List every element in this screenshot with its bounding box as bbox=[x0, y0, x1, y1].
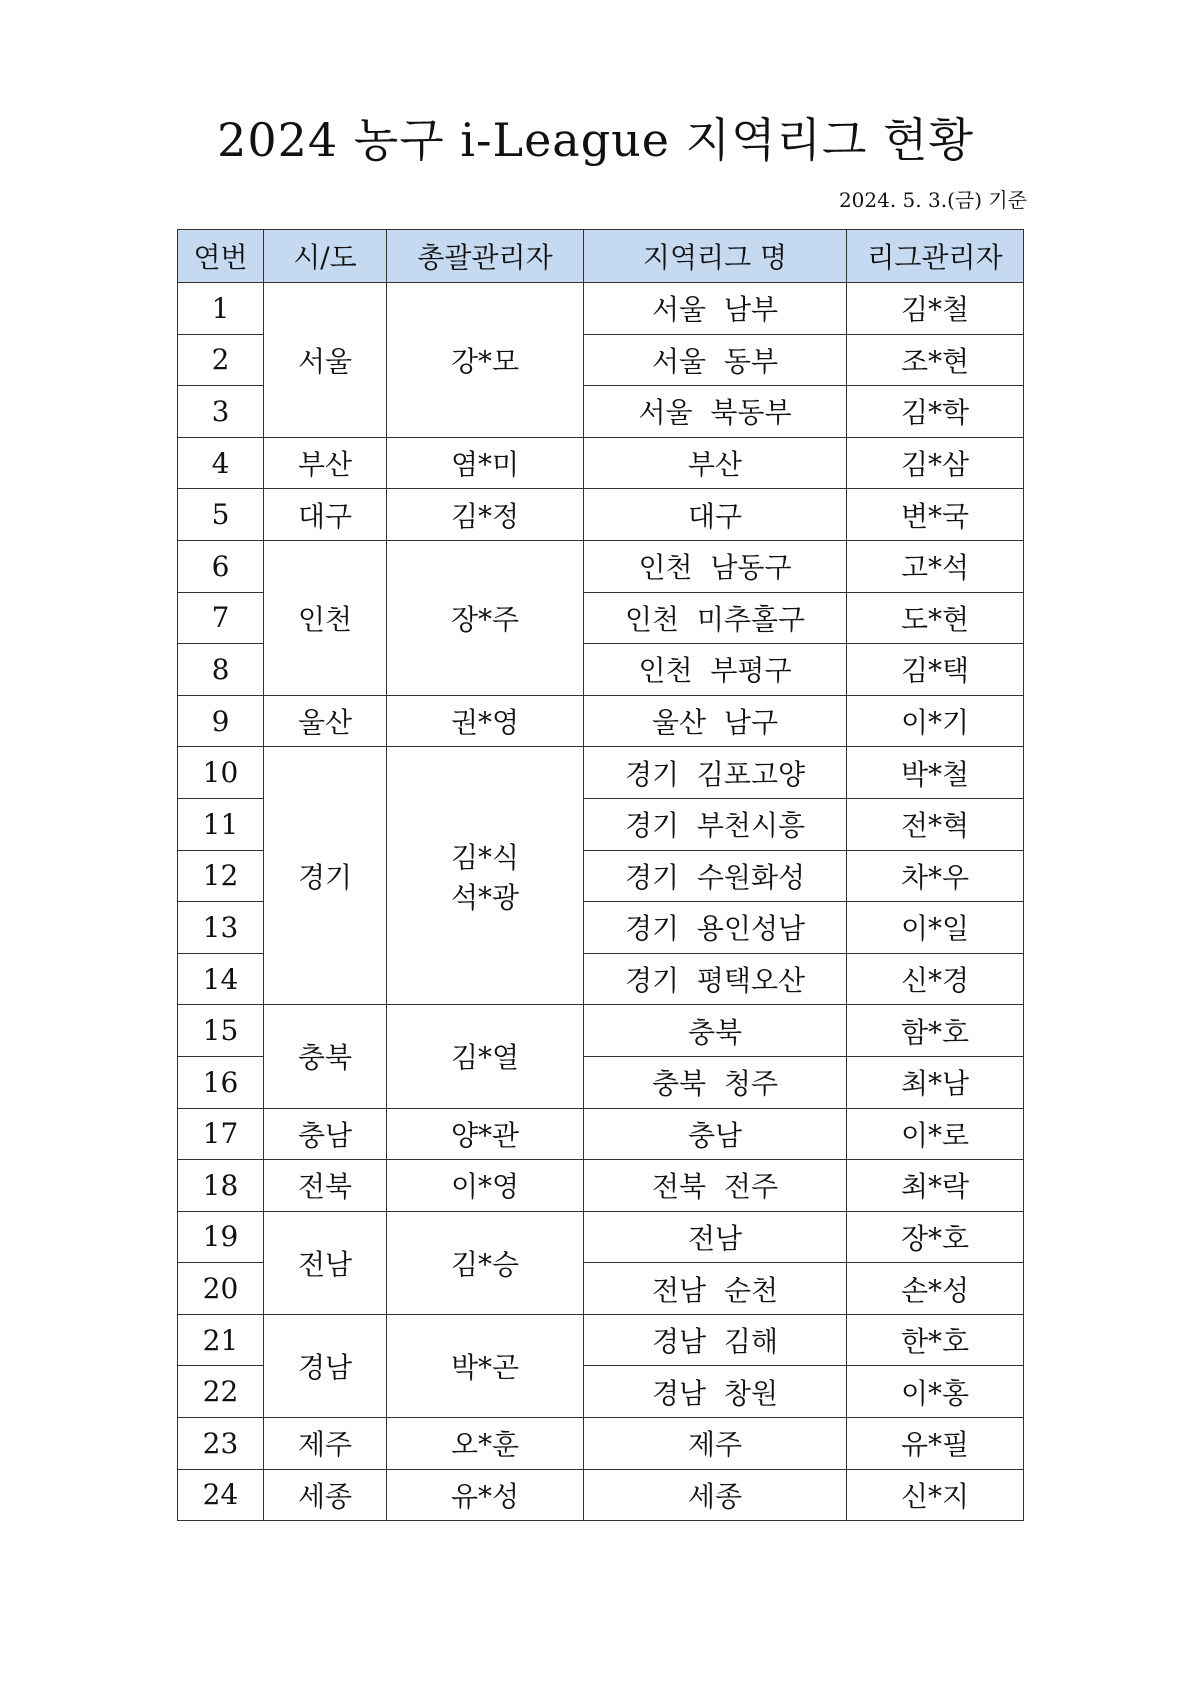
row-number: 11 bbox=[178, 798, 264, 850]
region-cell: 대구 bbox=[264, 489, 387, 541]
row-number: 9 bbox=[178, 695, 264, 747]
row-number: 20 bbox=[178, 1263, 264, 1315]
league-name-cell: 충남 bbox=[584, 1108, 847, 1160]
league-manager-cell: 이*홍 bbox=[847, 1366, 1024, 1418]
league-name-cell: 경기 용인성남 bbox=[584, 902, 847, 954]
general-manager-name: 석*광 bbox=[450, 880, 520, 914]
league-manager-cell: 신*지 bbox=[847, 1469, 1024, 1521]
row-number: 2 bbox=[178, 334, 264, 386]
general-manager-name: 권*영 bbox=[450, 706, 520, 740]
region-cell: 제주 bbox=[264, 1418, 387, 1470]
general-manager-cell bbox=[387, 1005, 584, 1108]
general-manager-name: 염*미 bbox=[450, 448, 520, 482]
general-manager-cell bbox=[387, 1418, 584, 1470]
general-manager-cell bbox=[387, 437, 584, 489]
league-manager-cell: 최*남 bbox=[847, 1056, 1024, 1108]
table-row bbox=[178, 1418, 1024, 1470]
league-manager-cell: 김*철 bbox=[847, 283, 1024, 335]
row-number: 24 bbox=[178, 1469, 264, 1521]
row-number: 6 bbox=[178, 540, 264, 592]
general-manager-name: 오*훈 bbox=[450, 1428, 520, 1462]
league-name-cell: 전남 순천 bbox=[584, 1263, 847, 1315]
header-league-manager: 리그관리자 bbox=[847, 230, 1024, 283]
league-manager-cell: 김*학 bbox=[847, 386, 1024, 438]
region-cell: 울산 bbox=[264, 695, 387, 747]
league-name-cell: 울산 남구 bbox=[584, 695, 847, 747]
header-region: 시/도 bbox=[264, 230, 387, 283]
row-number: 1 bbox=[178, 283, 264, 335]
row-number: 21 bbox=[178, 1314, 264, 1366]
league-manager-cell: 손*성 bbox=[847, 1263, 1024, 1315]
league-name-cell: 제주 bbox=[584, 1418, 847, 1470]
general-manager-cell bbox=[387, 1160, 584, 1212]
general-manager-cell bbox=[387, 1314, 584, 1417]
region-cell: 경남 bbox=[264, 1314, 387, 1417]
row-number: 12 bbox=[178, 850, 264, 902]
league-name-cell: 인천 부평구 bbox=[584, 644, 847, 696]
row-number: 14 bbox=[178, 953, 264, 1005]
league-name-cell: 경남 김해 bbox=[584, 1314, 847, 1366]
table-row bbox=[178, 489, 1024, 541]
table-header-row bbox=[178, 230, 1024, 283]
region-cell: 충남 bbox=[264, 1108, 387, 1160]
league-manager-cell: 도*현 bbox=[847, 592, 1024, 644]
general-manager-cell bbox=[387, 489, 584, 541]
region-cell: 전남 bbox=[264, 1211, 387, 1314]
general-manager-cell bbox=[387, 1211, 584, 1314]
league-manager-cell: 이*일 bbox=[847, 902, 1024, 954]
table-row bbox=[178, 1160, 1024, 1212]
league-name-cell: 서울 북동부 bbox=[584, 386, 847, 438]
table-row bbox=[178, 1108, 1024, 1160]
table-row bbox=[178, 1005, 1024, 1057]
table-row bbox=[178, 1211, 1024, 1263]
league-manager-cell: 신*경 bbox=[847, 953, 1024, 1005]
region-cell: 충북 bbox=[264, 1005, 387, 1108]
league-name-cell: 서울 동부 bbox=[584, 334, 847, 386]
league-manager-cell: 고*석 bbox=[847, 540, 1024, 592]
league-manager-cell: 전*혁 bbox=[847, 798, 1024, 850]
league-manager-cell: 한*호 bbox=[847, 1314, 1024, 1366]
row-number: 18 bbox=[178, 1160, 264, 1212]
general-manager-name: 유*성 bbox=[450, 1479, 520, 1513]
league-name-cell: 전북 전주 bbox=[584, 1160, 847, 1212]
league-name-cell: 충북 bbox=[584, 1005, 847, 1057]
general-manager-name: 이*영 bbox=[450, 1170, 520, 1204]
table-row bbox=[178, 437, 1024, 489]
region-cell: 경기 bbox=[264, 747, 387, 1005]
general-manager-cell bbox=[387, 747, 584, 1005]
region-cell: 세종 bbox=[264, 1469, 387, 1521]
general-manager-name: 김*열 bbox=[450, 1041, 520, 1075]
league-name-cell: 세종 bbox=[584, 1469, 847, 1521]
league-manager-cell: 유*필 bbox=[847, 1418, 1024, 1470]
league-name-cell: 인천 미추홀구 bbox=[584, 592, 847, 644]
row-number: 7 bbox=[178, 592, 264, 644]
league-name-cell: 서울 남부 bbox=[584, 283, 847, 335]
row-number: 17 bbox=[178, 1108, 264, 1160]
table-row bbox=[178, 747, 1024, 799]
league-name-cell: 경기 김포고양 bbox=[584, 747, 847, 799]
league-name-cell: 인천 남동구 bbox=[584, 540, 847, 592]
general-manager-cell bbox=[387, 695, 584, 747]
general-manager-cell bbox=[387, 283, 584, 438]
row-number: 4 bbox=[178, 437, 264, 489]
league-manager-cell: 박*철 bbox=[847, 747, 1024, 799]
league-name-cell: 전남 bbox=[584, 1211, 847, 1263]
league-table bbox=[177, 229, 1024, 1521]
table-row bbox=[178, 1314, 1024, 1366]
general-manager-name: 양*관 bbox=[450, 1118, 520, 1152]
row-number: 3 bbox=[178, 386, 264, 438]
row-number: 16 bbox=[178, 1056, 264, 1108]
general-manager-name: 김*승 bbox=[450, 1247, 520, 1281]
header-number: 연번 bbox=[178, 230, 264, 283]
reference-date: 2024. 5. 3.(금) 기준 bbox=[838, 188, 1027, 212]
league-manager-cell: 최*락 bbox=[847, 1160, 1024, 1212]
league-name-cell: 경기 수원화성 bbox=[584, 850, 847, 902]
row-number: 19 bbox=[178, 1211, 264, 1263]
table-row bbox=[178, 1469, 1024, 1521]
league-name-cell: 대구 bbox=[584, 489, 847, 541]
general-manager-name: 김*정 bbox=[450, 499, 520, 533]
league-manager-cell: 김*삼 bbox=[847, 437, 1024, 489]
general-manager-name: 박*곤 bbox=[450, 1350, 520, 1384]
table-row bbox=[178, 695, 1024, 747]
header-general-manager: 총괄관리자 bbox=[387, 230, 584, 283]
row-number: 5 bbox=[178, 489, 264, 541]
league-manager-cell: 이*기 bbox=[847, 695, 1024, 747]
league-manager-cell: 이*로 bbox=[847, 1108, 1024, 1160]
row-number: 10 bbox=[178, 747, 264, 799]
region-cell: 서울 bbox=[264, 283, 387, 438]
league-manager-cell: 장*호 bbox=[847, 1211, 1024, 1263]
league-manager-cell: 김*택 bbox=[847, 644, 1024, 696]
table-body bbox=[178, 283, 1024, 1521]
row-number: 8 bbox=[178, 644, 264, 696]
region-cell: 부산 bbox=[264, 437, 387, 489]
general-manager-name: 강*모 bbox=[450, 344, 520, 378]
region-cell: 전북 bbox=[264, 1160, 387, 1212]
league-manager-cell: 함*호 bbox=[847, 1005, 1024, 1057]
league-manager-cell: 차*우 bbox=[847, 850, 1024, 902]
league-name-cell: 충북 청주 bbox=[584, 1056, 847, 1108]
league-manager-cell: 변*국 bbox=[847, 489, 1024, 541]
row-number: 23 bbox=[178, 1418, 264, 1470]
league-manager-cell: 조*현 bbox=[847, 334, 1024, 386]
row-number: 13 bbox=[178, 902, 264, 954]
general-manager-name: 장*주 bbox=[450, 602, 520, 636]
general-manager-name: 김*식 bbox=[450, 840, 520, 874]
page-title: 2024 농구 i-League 지역리그 현황 bbox=[217, 113, 974, 167]
general-manager-cell bbox=[387, 1469, 584, 1521]
table-row bbox=[178, 540, 1024, 592]
general-manager-cell bbox=[387, 540, 584, 695]
league-name-cell: 경기 평택오산 bbox=[584, 953, 847, 1005]
league-name-cell: 경기 부천시흥 bbox=[584, 798, 847, 850]
row-number: 22 bbox=[178, 1366, 264, 1418]
league-name-cell: 부산 bbox=[584, 437, 847, 489]
table-row bbox=[178, 283, 1024, 335]
header-league-name: 지역리그 명 bbox=[584, 230, 847, 283]
region-cell: 인천 bbox=[264, 540, 387, 695]
row-number: 15 bbox=[178, 1005, 264, 1057]
league-name-cell: 경남 창원 bbox=[584, 1366, 847, 1418]
general-manager-cell bbox=[387, 1108, 584, 1160]
